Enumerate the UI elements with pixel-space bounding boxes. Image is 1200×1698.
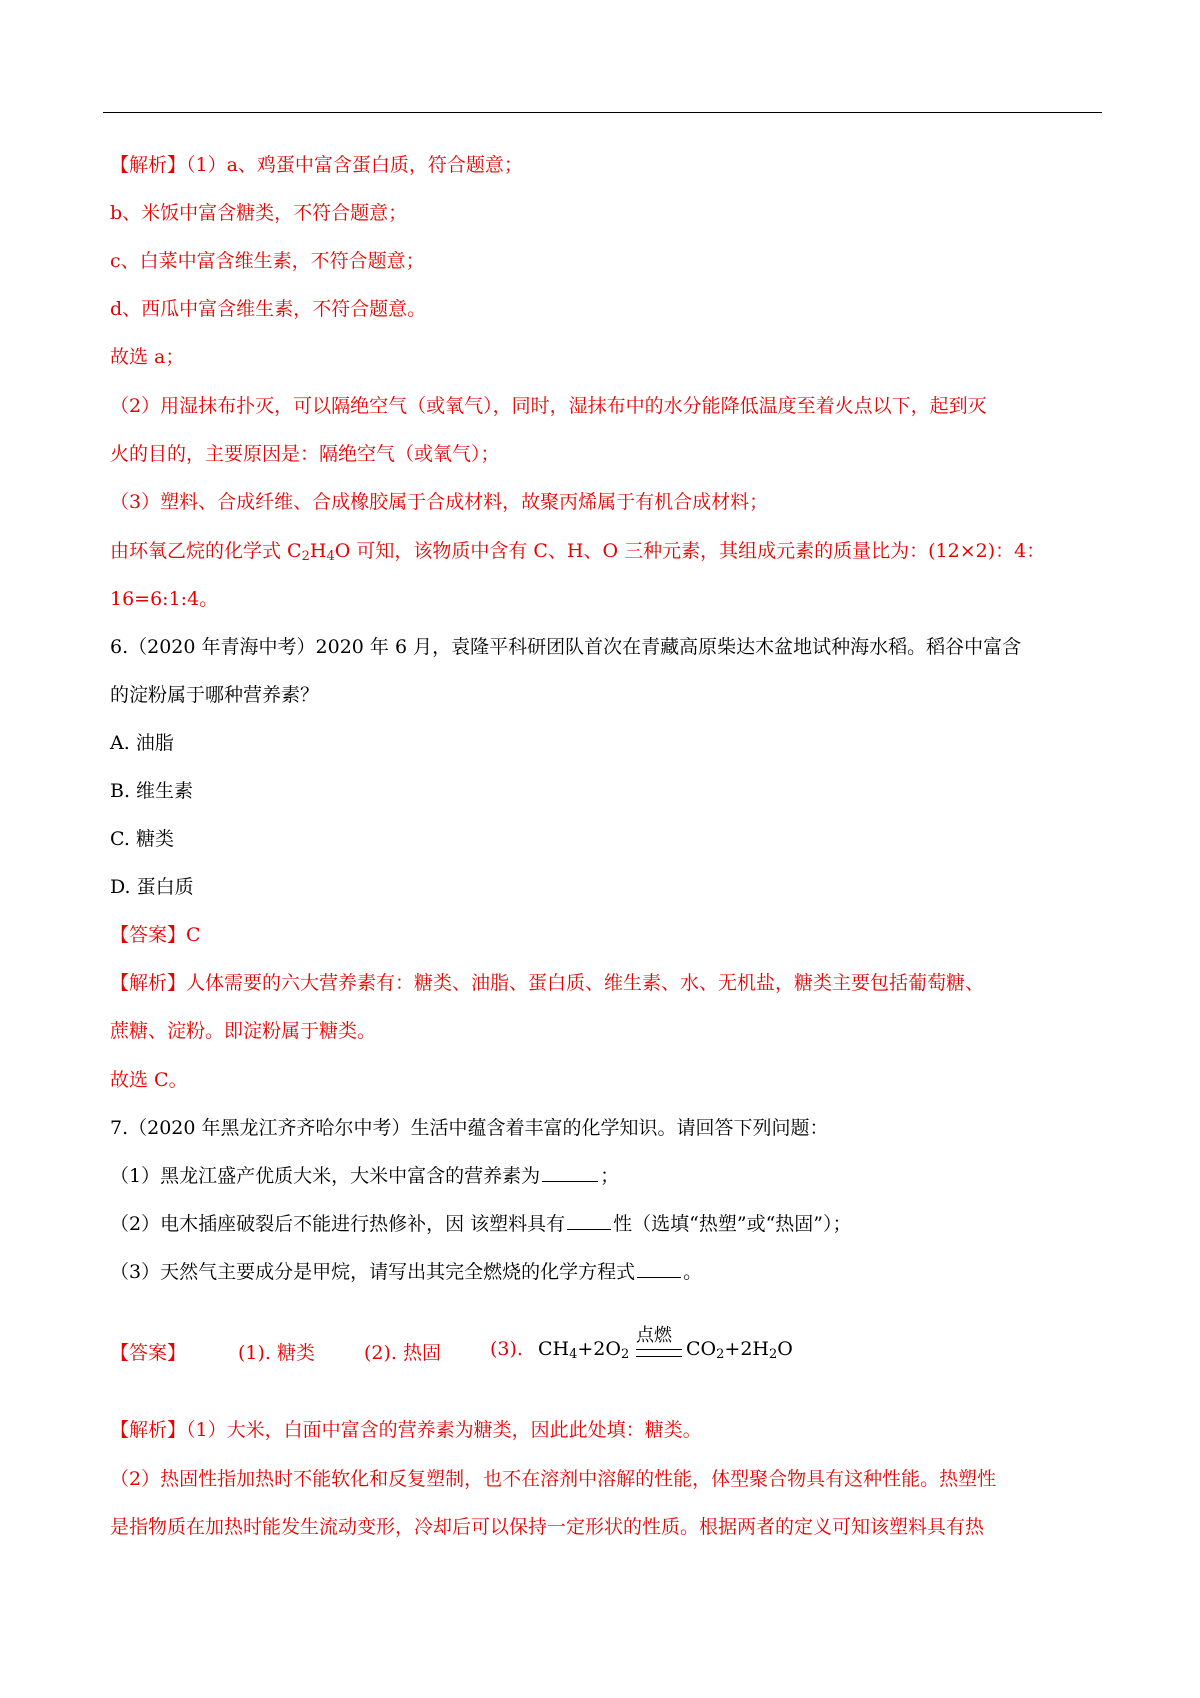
product-co: CO bbox=[686, 1338, 717, 1360]
reactant-o-sub: 2 bbox=[620, 1347, 630, 1362]
product-h: +2H bbox=[724, 1338, 769, 1360]
equals-bars bbox=[636, 1349, 682, 1357]
sub-3-end: 。 bbox=[683, 1261, 703, 1283]
analysis-line-8: （3）塑料、合成纤维、合成橡胶属于合成材料，故聚丙烯属于有机合成材料； bbox=[110, 491, 769, 513]
question-7-sub-1 bbox=[110, 1163, 619, 1189]
question-7-sub-2 bbox=[110, 1211, 852, 1237]
analysis-line-6: （2）用湿抹布扑灭，可以隔绝空气（或氧气），同时，湿抹布中的水分能降低温度至着火点以下，起到灭 bbox=[110, 395, 987, 417]
header-rule bbox=[103, 112, 1102, 113]
analysis-7-line-2: （2）热固性指加热时不能软化和反复塑制，也不在溶剂中溶解的性能，体型聚合物具有这种性能。热塑性 bbox=[110, 1468, 997, 1490]
reactant-o: +2O bbox=[577, 1338, 621, 1360]
formula-part-rest: O 可知，该物质中含有 C、H、O 三种元素，其组成元素的质量比为：(12×2)：4： bbox=[334, 540, 1046, 562]
analysis-7-line-1: 【解析】（1）大米，白面中富含的营养素为糖类，因此此处填：糖类。 bbox=[110, 1419, 702, 1441]
product-h-sub: 2 bbox=[768, 1347, 778, 1362]
product-o: O bbox=[777, 1338, 793, 1360]
analysis-line-4: d、西瓜中富含维生素，不符合题意。 bbox=[110, 298, 427, 320]
sub-3-text: （3）天然气主要成分是甲烷，请写出其完全燃烧的化学方程式 bbox=[110, 1261, 636, 1283]
answer-7-label: 【答案】 bbox=[110, 1342, 187, 1364]
analysis-line-3: c、白菜中富含维生素，不符合题意； bbox=[110, 250, 425, 272]
subscript-2: 2 bbox=[301, 549, 310, 564]
analysis-line-7: 火的目的，主要原因是：隔绝空气（或氧气）； bbox=[110, 443, 500, 465]
answer-7-item-2: (2). 热固 bbox=[364, 1342, 441, 1364]
reactant-ch: CH bbox=[538, 1338, 570, 1360]
analysis-line-1: 【解析】（1）a、鸡蛋中富含蛋白质，符合题意； bbox=[110, 154, 523, 176]
answer-blank-2 bbox=[567, 1215, 611, 1230]
answer-blank-1 bbox=[542, 1167, 598, 1182]
answer-6: 【答案】C bbox=[110, 924, 201, 946]
formula-part-h: H bbox=[309, 540, 327, 562]
answer-7-item-1: (1). 糖类 bbox=[238, 1342, 315, 1364]
option-c: C. 糖类 bbox=[110, 828, 174, 850]
question-6-line-2: 的淀粉属于哪种营养素？ bbox=[110, 684, 320, 706]
analysis-line-9 bbox=[110, 538, 1045, 570]
answer-blank-3 bbox=[637, 1263, 681, 1278]
option-b: B. 维生素 bbox=[110, 780, 194, 802]
formula-part-c: 由环氧乙烷的化学式 C bbox=[110, 540, 302, 562]
analysis-7-line-3: 是指物质在加热时能发生流动变形，冷却后可以保持一定形状的性质。根据两者的定义可知该塑料具有热 bbox=[110, 1516, 985, 1538]
sub-2-end: 性（选填“热塑”或“热固”）； bbox=[613, 1213, 852, 1235]
analysis-6-line-3: 故选 C。 bbox=[110, 1069, 188, 1091]
option-d: D. 蛋白质 bbox=[110, 876, 194, 898]
sub-1-text: （1）黑龙江盛产优质大米，大米中富含的营养素为 bbox=[110, 1165, 541, 1187]
analysis-line-10: 16=6:1:4。 bbox=[110, 588, 219, 610]
question-7-sub-3 bbox=[110, 1259, 702, 1285]
analysis-line-5: 故选 a； bbox=[110, 346, 185, 368]
sub-1-end: ； bbox=[600, 1165, 620, 1187]
sub-2-text: （2）电木插座破裂后不能进行热修补，因 该塑料具有 bbox=[110, 1213, 566, 1235]
product-co-sub: 2 bbox=[716, 1347, 725, 1362]
reactant-ch-sub: 4 bbox=[569, 1347, 578, 1362]
subscript-4: 4 bbox=[326, 549, 335, 564]
answer-7-item-3: (3). bbox=[490, 1338, 523, 1360]
analysis-6-line-1: 【解析】人体需要的六大营养素有：糖类、油脂、蛋白质、维生素、水、无机盐，糖类主要包括葡萄糖、 bbox=[110, 972, 985, 994]
question-6-line-1: 6.（2020 年青海中考）2020 年 6 月，袁隆平科研团队首次在青藏高原柴达木盆地试种海水稻。稻谷中富含 bbox=[110, 636, 1022, 658]
reaction-condition: 点燃 bbox=[636, 1325, 672, 1346]
analysis-line-2: b、米饭中富含糖类，不符合题意； bbox=[110, 202, 408, 224]
analysis-6-line-2: 蔗糖、淀粉。即淀粉属于糖类。 bbox=[110, 1020, 377, 1042]
option-a: A. 油脂 bbox=[110, 732, 174, 754]
question-7: 7.（2020 年黑龙江齐齐哈尔中考）生活中蕴含着丰富的化学知识。请回答下列问题： bbox=[110, 1117, 829, 1139]
